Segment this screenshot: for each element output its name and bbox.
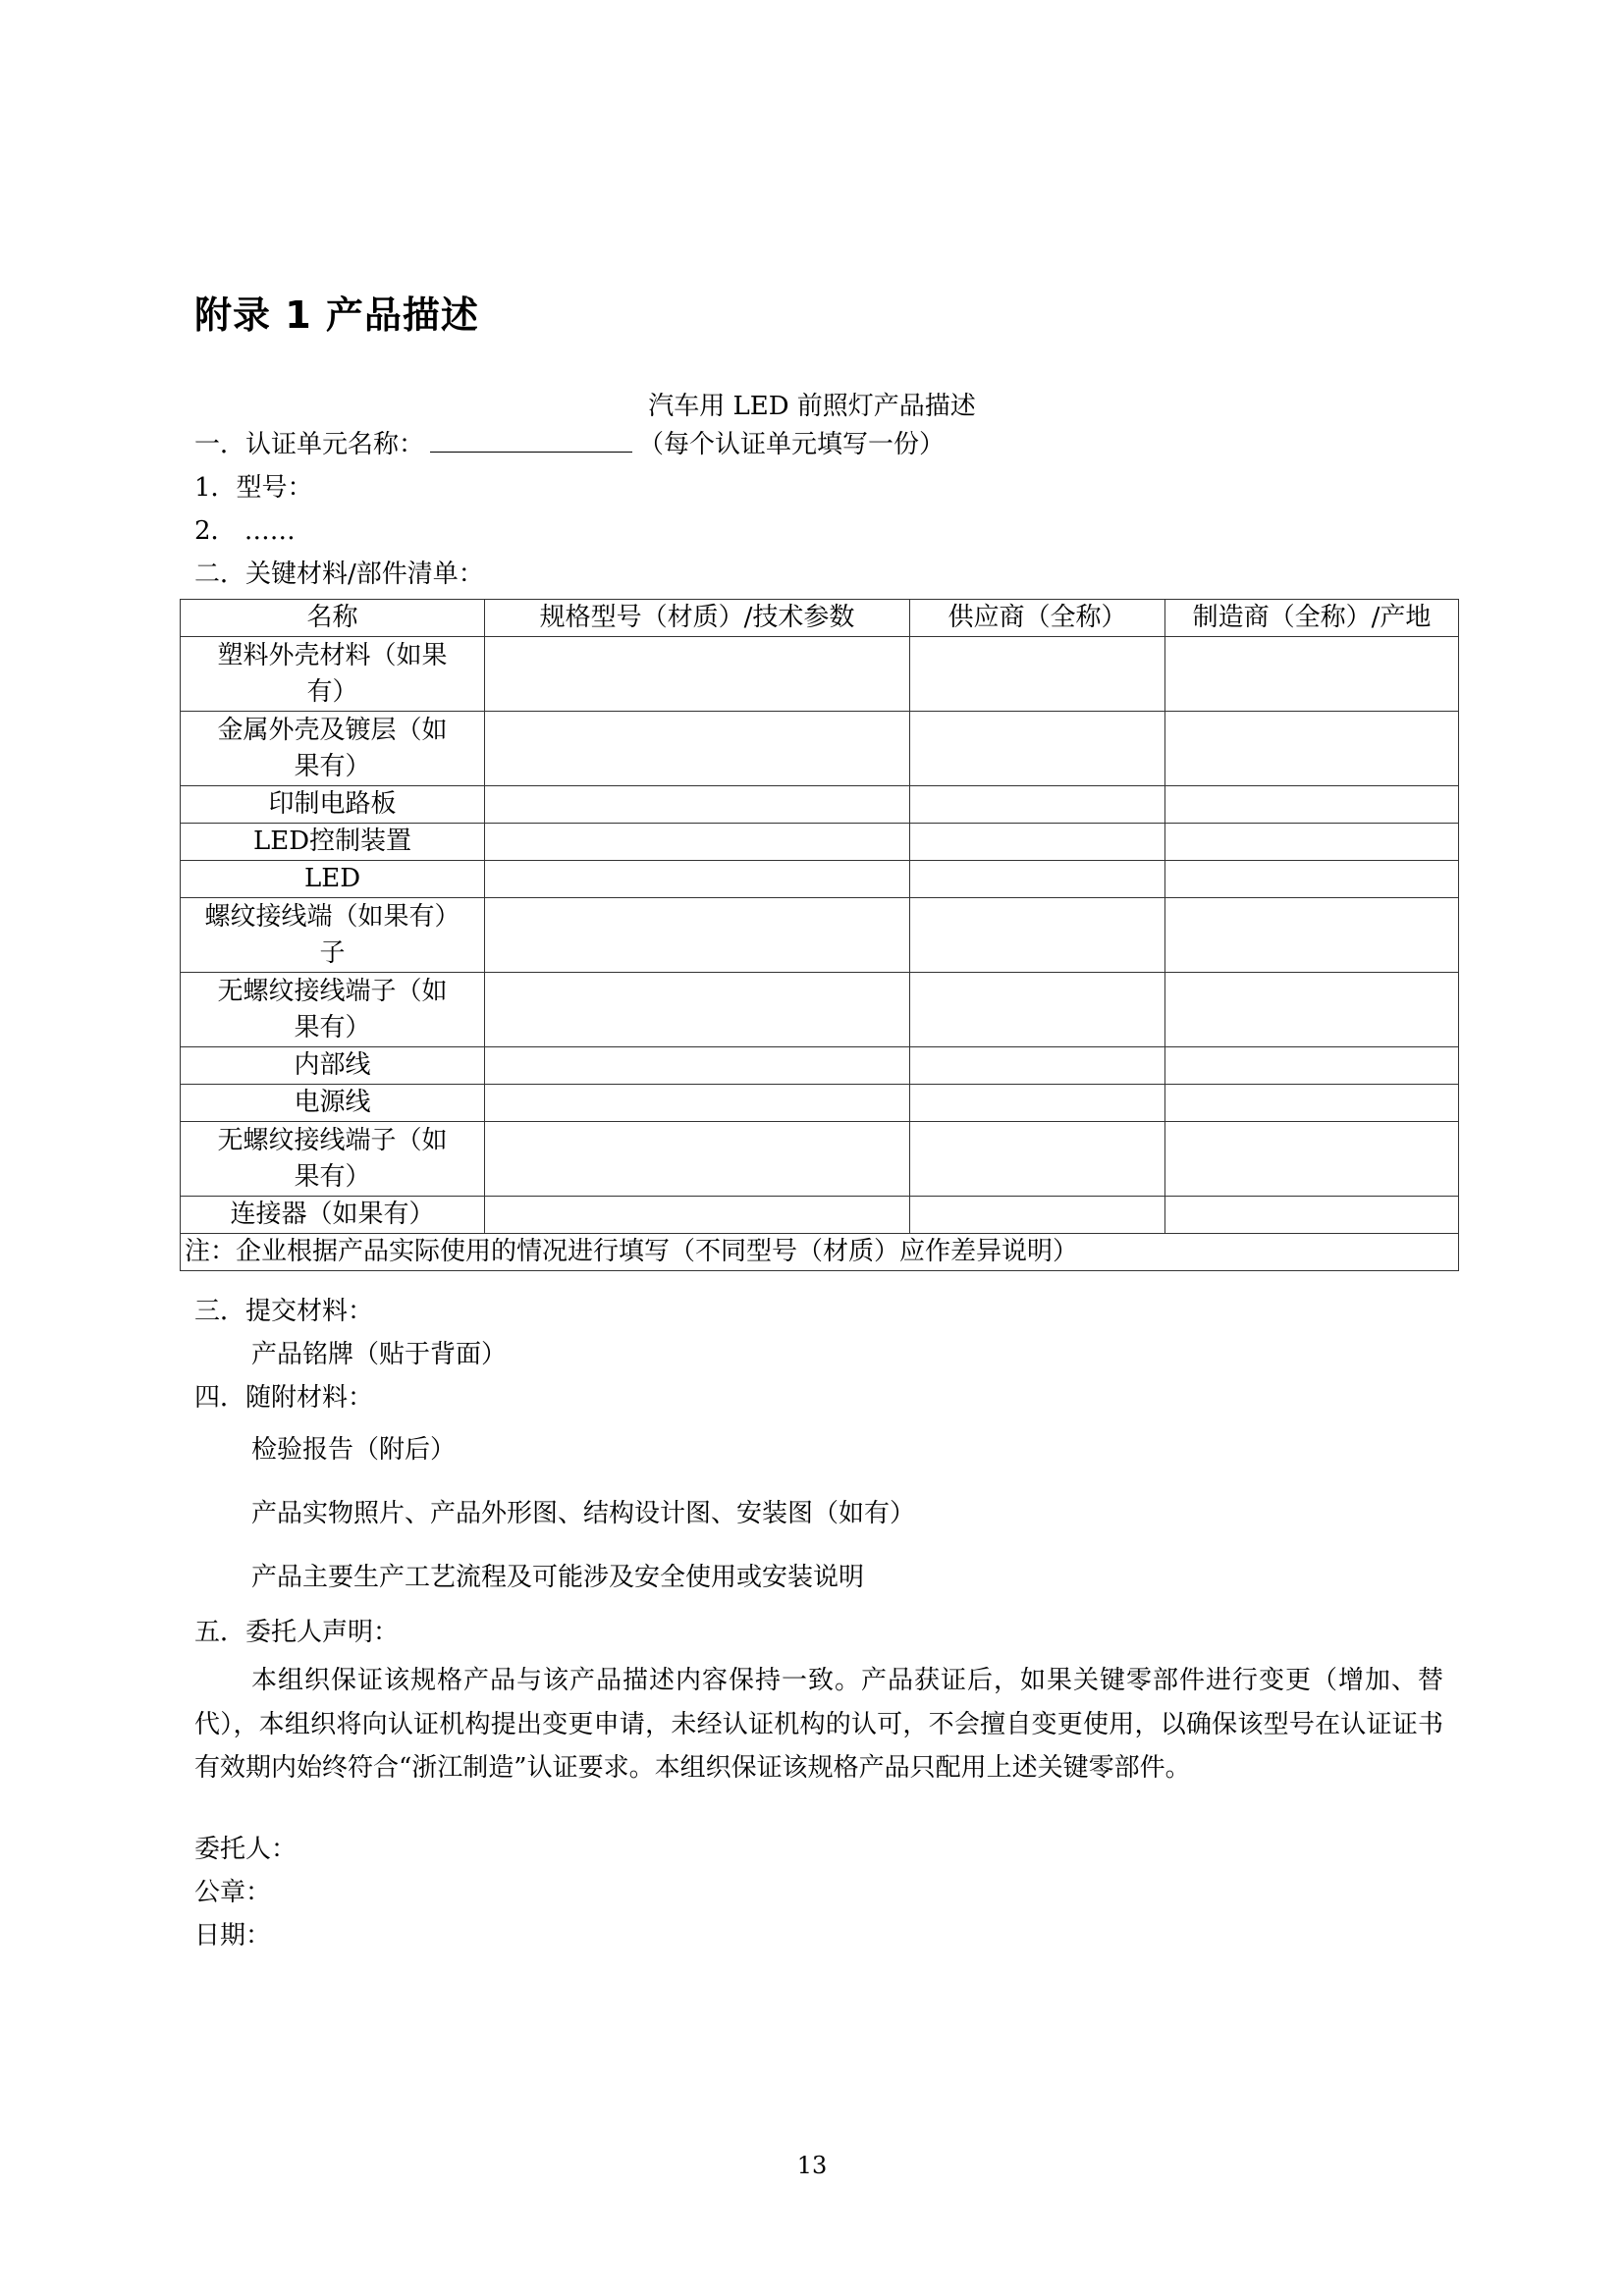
section1-line bbox=[194, 428, 945, 461]
row-name: LED bbox=[181, 861, 485, 898]
supplier-cell[interactable] bbox=[910, 712, 1165, 786]
spec-cell[interactable] bbox=[485, 1197, 910, 1234]
section4-item1: 检验报告（附后） bbox=[251, 1435, 457, 1465]
table-note-row bbox=[181, 1234, 1459, 1271]
manufacturer-cell[interactable] bbox=[1165, 824, 1459, 861]
document-title: 汽车用 LED 前照灯产品描述 bbox=[648, 392, 976, 421]
section5-label: 五．委托人声明： bbox=[194, 1618, 400, 1647]
spec-cell[interactable] bbox=[485, 786, 910, 824]
row-name: 印制电路板 bbox=[181, 786, 485, 824]
supplier-cell[interactable] bbox=[910, 898, 1165, 973]
spec-cell[interactable] bbox=[485, 637, 910, 712]
row-name: LED控制装置 bbox=[181, 824, 485, 861]
supplier-cell[interactable] bbox=[910, 861, 1165, 898]
table-row bbox=[181, 1122, 1459, 1197]
table-note: 注：企业根据产品实际使用的情况进行填写（不同型号（材质）应作差异说明） bbox=[181, 1234, 1459, 1271]
table-row bbox=[181, 824, 1459, 861]
row-name: 无螺纹接线端子（如 果有） bbox=[181, 973, 485, 1047]
manufacturer-cell[interactable] bbox=[1165, 637, 1459, 712]
manufacturer-cell[interactable] bbox=[1165, 1085, 1459, 1122]
manufacturer-cell[interactable] bbox=[1165, 712, 1459, 786]
table-row bbox=[181, 1047, 1459, 1085]
spec-cell[interactable] bbox=[485, 712, 910, 786]
section4-item2: 产品实物照片、产品外形图、结构设计图、安装图（如有） bbox=[251, 1499, 916, 1528]
spec-cell[interactable] bbox=[485, 1122, 910, 1197]
row-name: 连接器（如果有） bbox=[181, 1197, 485, 1234]
row-name: 内部线 bbox=[181, 1047, 485, 1085]
spec-cell[interactable] bbox=[485, 973, 910, 1047]
table-row bbox=[181, 637, 1459, 712]
manufacturer-cell[interactable] bbox=[1165, 1197, 1459, 1234]
supplier-cell[interactable] bbox=[910, 973, 1165, 1047]
supplier-cell[interactable] bbox=[910, 1047, 1165, 1085]
spec-cell[interactable] bbox=[485, 1047, 910, 1085]
header-name: 名称 bbox=[181, 600, 485, 637]
manufacturer-cell[interactable] bbox=[1165, 786, 1459, 824]
table-row bbox=[181, 712, 1459, 786]
table-row bbox=[181, 1197, 1459, 1234]
manufacturer-cell[interactable] bbox=[1165, 861, 1459, 898]
header-manufacturer: 制造商（全称）/产地 bbox=[1165, 600, 1459, 637]
section3-label: 三．提交材料： bbox=[194, 1297, 374, 1326]
seal-label: 公章： bbox=[194, 1878, 272, 1907]
row-name: 金属外壳及镀层（如 果有） bbox=[181, 712, 485, 786]
header-supplier: 供应商（全称） bbox=[910, 600, 1165, 637]
key-parts-table bbox=[180, 599, 1459, 1271]
table-row bbox=[181, 786, 1459, 824]
supplier-cell[interactable] bbox=[910, 1085, 1165, 1122]
row-name: 塑料外壳材料（如果 有） bbox=[181, 637, 485, 712]
header-spec: 规格型号（材质）/技术参数 bbox=[485, 600, 910, 637]
section1-item1: 1．型号： bbox=[194, 473, 313, 503]
manufacturer-cell[interactable] bbox=[1165, 898, 1459, 973]
section1-item2: 2． …… bbox=[194, 516, 296, 546]
section3-item1: 产品铭牌（贴于背面） bbox=[251, 1340, 508, 1369]
spec-cell[interactable] bbox=[485, 898, 910, 973]
table-row bbox=[181, 1085, 1459, 1122]
supplier-cell[interactable] bbox=[910, 1122, 1165, 1197]
table-row bbox=[181, 898, 1459, 973]
appendix-heading: 附录 1 产品描述 bbox=[194, 294, 479, 337]
row-name: 电源线 bbox=[181, 1085, 485, 1122]
section4-item3: 产品主要生产工艺流程及可能涉及安全使用或安装说明 bbox=[251, 1563, 865, 1592]
section1-note: （每个认证单元填写一份） bbox=[638, 430, 946, 459]
declaration-paragraph: 本组织保证该规格产品与该产品描述内容保持一致。产品获证后，如果关键零部件进行变更（增加、替代），本组织将向认证机构提出变更申请，未经认证机构的认可，不会擅自变更使用，以确保该型号在认证证书有效期内始终符合“浙江制造”认证要求。本组织保证该规格产品只配用上述关键零部件。 bbox=[194, 1666, 1443, 1783]
supplier-cell[interactable] bbox=[910, 637, 1165, 712]
row-name: 无螺纹接线端子（如 果有） bbox=[181, 1122, 485, 1197]
spec-cell[interactable] bbox=[485, 1085, 910, 1122]
supplier-cell[interactable] bbox=[910, 786, 1165, 824]
table-row bbox=[181, 973, 1459, 1047]
client-label: 委托人： bbox=[194, 1835, 298, 1864]
supplier-cell[interactable] bbox=[910, 824, 1165, 861]
date-label: 日期： bbox=[194, 1921, 272, 1950]
table-row bbox=[181, 861, 1459, 898]
section1-label: 一．认证单元名称： bbox=[194, 430, 425, 459]
table-header-row bbox=[181, 600, 1459, 637]
manufacturer-cell[interactable] bbox=[1165, 973, 1459, 1047]
spec-cell[interactable] bbox=[485, 824, 910, 861]
row-name: 螺纹接线端（如果有） 子 bbox=[181, 898, 485, 973]
section4-label: 四．随附材料： bbox=[194, 1383, 374, 1413]
supplier-cell[interactable] bbox=[910, 1197, 1165, 1234]
page-number: 13 bbox=[796, 2152, 828, 2179]
cert-unit-name-blank[interactable] bbox=[430, 428, 632, 453]
section2-label: 二．关键材料/部件清单： bbox=[194, 560, 484, 589]
manufacturer-cell[interactable] bbox=[1165, 1122, 1459, 1197]
manufacturer-cell[interactable] bbox=[1165, 1047, 1459, 1085]
spec-cell[interactable] bbox=[485, 861, 910, 898]
